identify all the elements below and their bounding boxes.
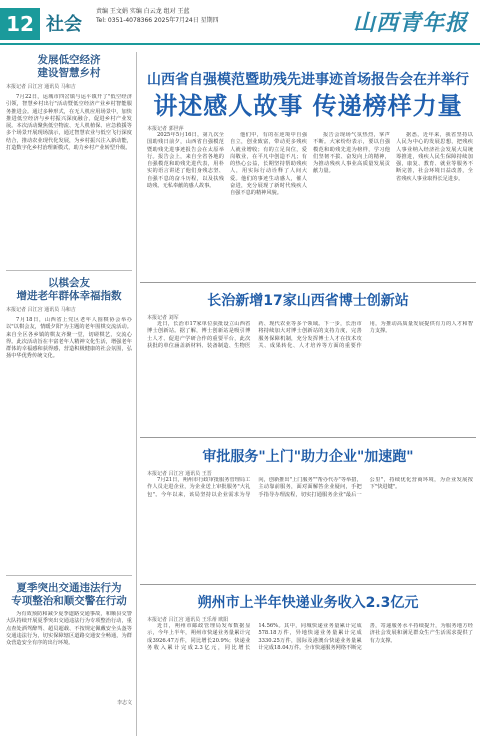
- story-title: 发展低空经济 建设智慧乡村: [37, 54, 101, 79]
- story-body: 7月18日，山西省上党区老年人围棋协会举办以"以棋会友，情暖夕阳"为主题的老年围棋交流活动。来自全区各乡镇的棋友齐聚一堂，切磋棋艺，交流心得。此次活动旨在丰富老年人精神文化生活，增强老年群体的幸福感和获得感，营造积极健康的社会氛围，弘扬中华优秀传统文化。: [6, 317, 132, 360]
- approval-story-headline: 审批服务"上门"助力企业"加速跑": [202, 449, 414, 465]
- story-title: 夏季突出交通违法行为 专项整治和顺交警在行动: [11, 582, 127, 607]
- story-chess: [6, 277, 132, 569]
- top-story-body: [147, 132, 473, 272]
- story-byline: 本报记者 吕江宫 通讯员 马和吉: [6, 84, 76, 90]
- contact-date-line: Tel: 0351-4078366 2025年7月24日 星期四: [96, 17, 219, 24]
- story-low-altitude: [6, 54, 132, 264]
- top-story-byline: 本报记者 郭世萍: [147, 126, 184, 132]
- section-divider: [140, 282, 476, 283]
- editor-line: 责编 王文娟 实编 白云龙 组对 王蓝: [96, 8, 190, 15]
- approval-story-byline: 本报记者 吕江宫 通讯员 王晋: [147, 471, 212, 477]
- column-divider: [136, 52, 137, 736]
- phd-story-headline: 长治新增17家山西省博士创新站: [207, 293, 409, 309]
- divider: [6, 270, 132, 271]
- section-divider: [140, 437, 476, 438]
- header-meta: [96, 7, 219, 25]
- top-story-subtitle: 山西省自强模范暨助残先进事迹首场报告会在并举行: [147, 72, 469, 88]
- story-body: 为有效预防和减少夏季道路交通事故，和顺县交警大队持续开展夏季突出交通违法行为专项整治行动，重点查处酒驾醉驾、超员超载、不按规定佩戴安全头盔等交通违法行为，切实保障辖区道路交通安全畅通，为群众营造安全有序的出行环境。: [6, 611, 132, 647]
- top-story-col-3: 报告会现场气氛热烈，掌声不断。大家纷纷表示，要以自强模范和助残先进为榜样，学习他们坚韧不拔、奋发向上的精神，为推动残疾人事业高质量发展贡献力量。: [313, 132, 390, 175]
- header-rule: [0, 43, 480, 45]
- page-number: 12: [0, 8, 40, 40]
- phd-story-body: 近日，长治市17家单位获批设立山西省博士创新站。据了解，博士创新站是吸引博士人才、促进产学研合作的重要平台，此次获批的单位涵盖新材料、装备制造、生物医药、现代农业等多个领域。下一步，长治市将持续加大对博士创新站的支持力度，完善服务保障机制，充分发挥博士人才在技术攻关、成果转化、人才培养等方面的重要作用，为推动高质量发展提供有力的人才和智力支撑。: [147, 321, 473, 349]
- reporter-name: 李志文: [116, 700, 132, 706]
- top-story-headline: 讲述感人故事 传递榜样力量: [153, 92, 463, 120]
- top-story-col-4: 据悉，近年来，我省坚持以人民为中心的发展思想，把残疾人事业纳入经济社会发展大局统筹推进，残疾人民生保障持续加强，康复、教育、就业等服务不断完善，社会环境日益改善，全省残疾人事业取得长足进步。: [396, 132, 473, 182]
- masthead: [0, 0, 480, 44]
- approval-story-body: 7月21日，朔州市行政审批服务管理局工作人员走进企业，为企业送上审批服务"大礼包"。今年以来，该局坚持以企业需求为导向，创新推出"上门服务""帮办代办"等举措，主动靠前服务，面对面解答企业疑问，手把手指导办理流程，切实打通服务企业"最后一公里"，持续优化营商环境，为企业发展按下"快进键"。: [147, 477, 473, 498]
- story-byline: 本报记者 吕江宫 通讯员 马和吉: [6, 307, 76, 313]
- top-story-col-2: 他们中，有的在逆境中自强自立，创业致富，带动更多残疾人就业增收；有的立足岗位，爱岗敬业，在平凡中创造不凡；有的热心公益，长期坚持帮助残疾人，用实际行动诠释了人间大爱。他们的事迹生动感人，催人奋进，充分展现了新时代残疾人自强不息的精神风貌。: [230, 132, 307, 197]
- section-divider: [140, 584, 476, 585]
- income-story-headline: 朔州市上半年快递业务收入2.3亿元: [197, 595, 419, 611]
- left-column: [6, 54, 132, 706]
- story-traffic: [6, 582, 132, 706]
- income-story-body: 近日，朔州市邮政管理局发布数据显示，今年上半年，朔州市快递业务量累计完成3926.47万件，同比增长20.9%；快递业务收入累计完成2.3亿元，同比增长14.56%。其中，同城快递业务量累计完成578.18万件，异地快递业务量累计完成3330.25万件，国际及港澳台快递业务量累计完成18.04万件。全市快递服务网络不断完善，寄递服务水平持续提升，为服务地方经济社会发展和满足群众生产生活需求提供了有力支撑。: [147, 623, 473, 651]
- divider: [6, 575, 132, 576]
- income-story-byline: 本报记者 吕江宫 通讯员 王乐蒂 欧阳: [147, 617, 229, 623]
- story-title: 以棋会友 增进老年群体幸福指数: [16, 277, 122, 302]
- top-story-col-1: 2025年5月16日，第九次全国助残日前夕，山西省自强模范暨助残先进事迹报告会在太原举行。报告会上，来自全省各地的自强模范和助残先进代表，用朴实的语言讲述了他们身残志坚、自强不息的奋斗历程，以及扶残助残、无私奉献的感人故事。: [147, 132, 224, 190]
- story-body: 7月22日，运城市四岔镇与运平镇开了"低空经济引领，智慧乡村出行"活动暨低空经济产业乡村智能服务推进会。通过多种形式，在无人机应用场景中，加快推进低空经济与乡村振兴深度融合，促进乡村产业发展。本次活动聚焦低空物流、无人机植保、应急救援等多个场景开展现场演示，通过智慧农业与低空飞行深度结合，推动农业现代化发展，为乡村振兴注入新动能，打造数字化乡村治理新模式，助力乡村产业转型升级。: [6, 94, 132, 152]
- phd-story-byline: 本报记者 刘军: [147, 315, 179, 321]
- section-name: 社会: [46, 14, 82, 35]
- newspaper-logo: 山西青年报: [352, 10, 468, 36]
